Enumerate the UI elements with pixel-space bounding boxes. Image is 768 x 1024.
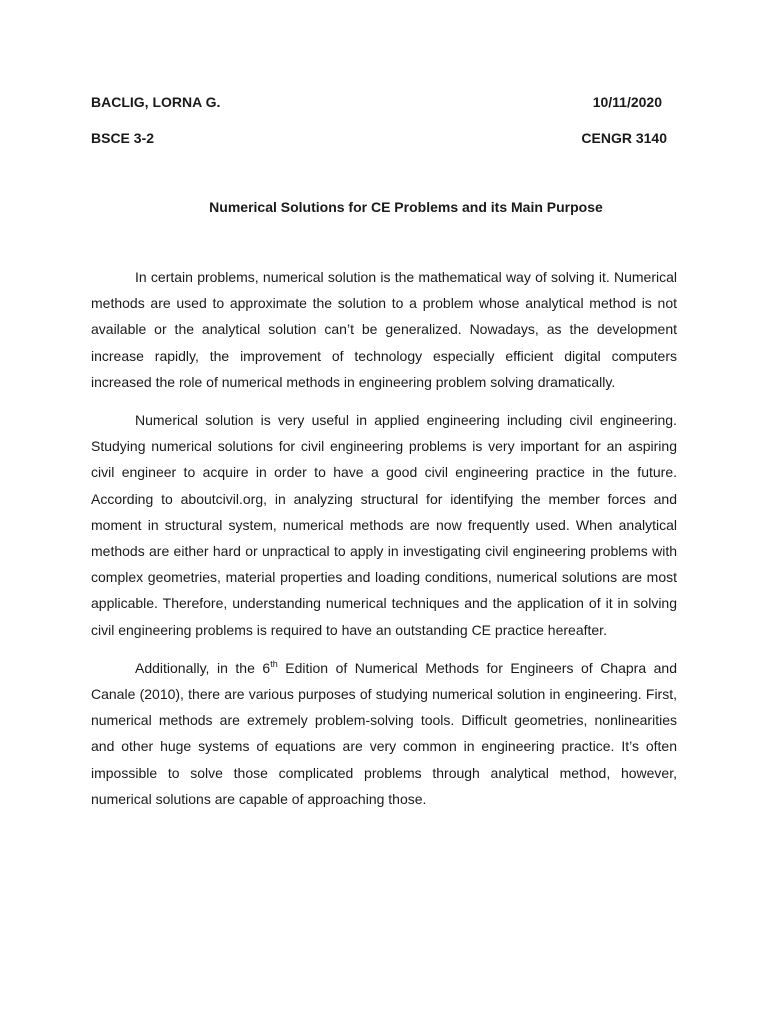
student-name: BACLIG, LORNA G. <box>91 94 221 110</box>
document-date: 10/11/2020 <box>592 94 662 110</box>
document-body <box>91 264 677 824</box>
ordinal-superscript: th <box>270 658 278 669</box>
paragraph-1: In certain problems, numerical solution is the mathematical way of solving it. Numerical methods are used to approximate the solution to a problem whose analytical method is not available or the analytical solution can’t be generalized. Nowadays, as the development increase rapidly, the improvement of technology especially efficient digital computers increased the role of numerical methods in engineering problem solving dramatically. <box>91 269 677 390</box>
paragraph-3-start: Additionally, in the 6 <box>135 659 271 676</box>
paragraph-3-rest: Edition of Numerical Methods for Engineers of Chapra and Canale (2010), there are various purposes of studying numerical solution in engineering. First, numerical methods are extremely problem-solving tools. Difficult geometries, nonlinearities and other huge systems of equations are very common in engineering practice. It’s often impossible to solve those complicated problems through analytical method, however, numerical solutions are capable of approaching those. <box>91 659 677 807</box>
course-code: CENGR 3140 <box>581 130 667 146</box>
student-section: BSCE 3-2 <box>91 130 155 146</box>
header-row-bottom <box>91 130 667 146</box>
document-title: Numerical Solutions for CE Problems and its Main Purpose <box>209 199 603 215</box>
paragraph-3 <box>91 655 677 812</box>
paragraph-2: Numerical solution is very useful in applied engineering including civil engineering. Studying numerical solutions for civil engineering problems is very important for an aspiring civil engineer to acquire in order to have a good civil engineering practice in the future. According to aboutcivil.org, in analyzing structural for identifying the member forces and moment in structural system, numerical methods are now frequently used. When analytical methods are either hard or unpractical to apply in investigating civil engineering problems with complex geometries, material properties and loading conditions, numerical solutions are most applicable. Therefore, understanding numerical techniques and the application of it in solving civil engineering problems is required to have an outstanding CE practice hereafter. <box>91 412 677 638</box>
header-row-top <box>91 94 667 110</box>
